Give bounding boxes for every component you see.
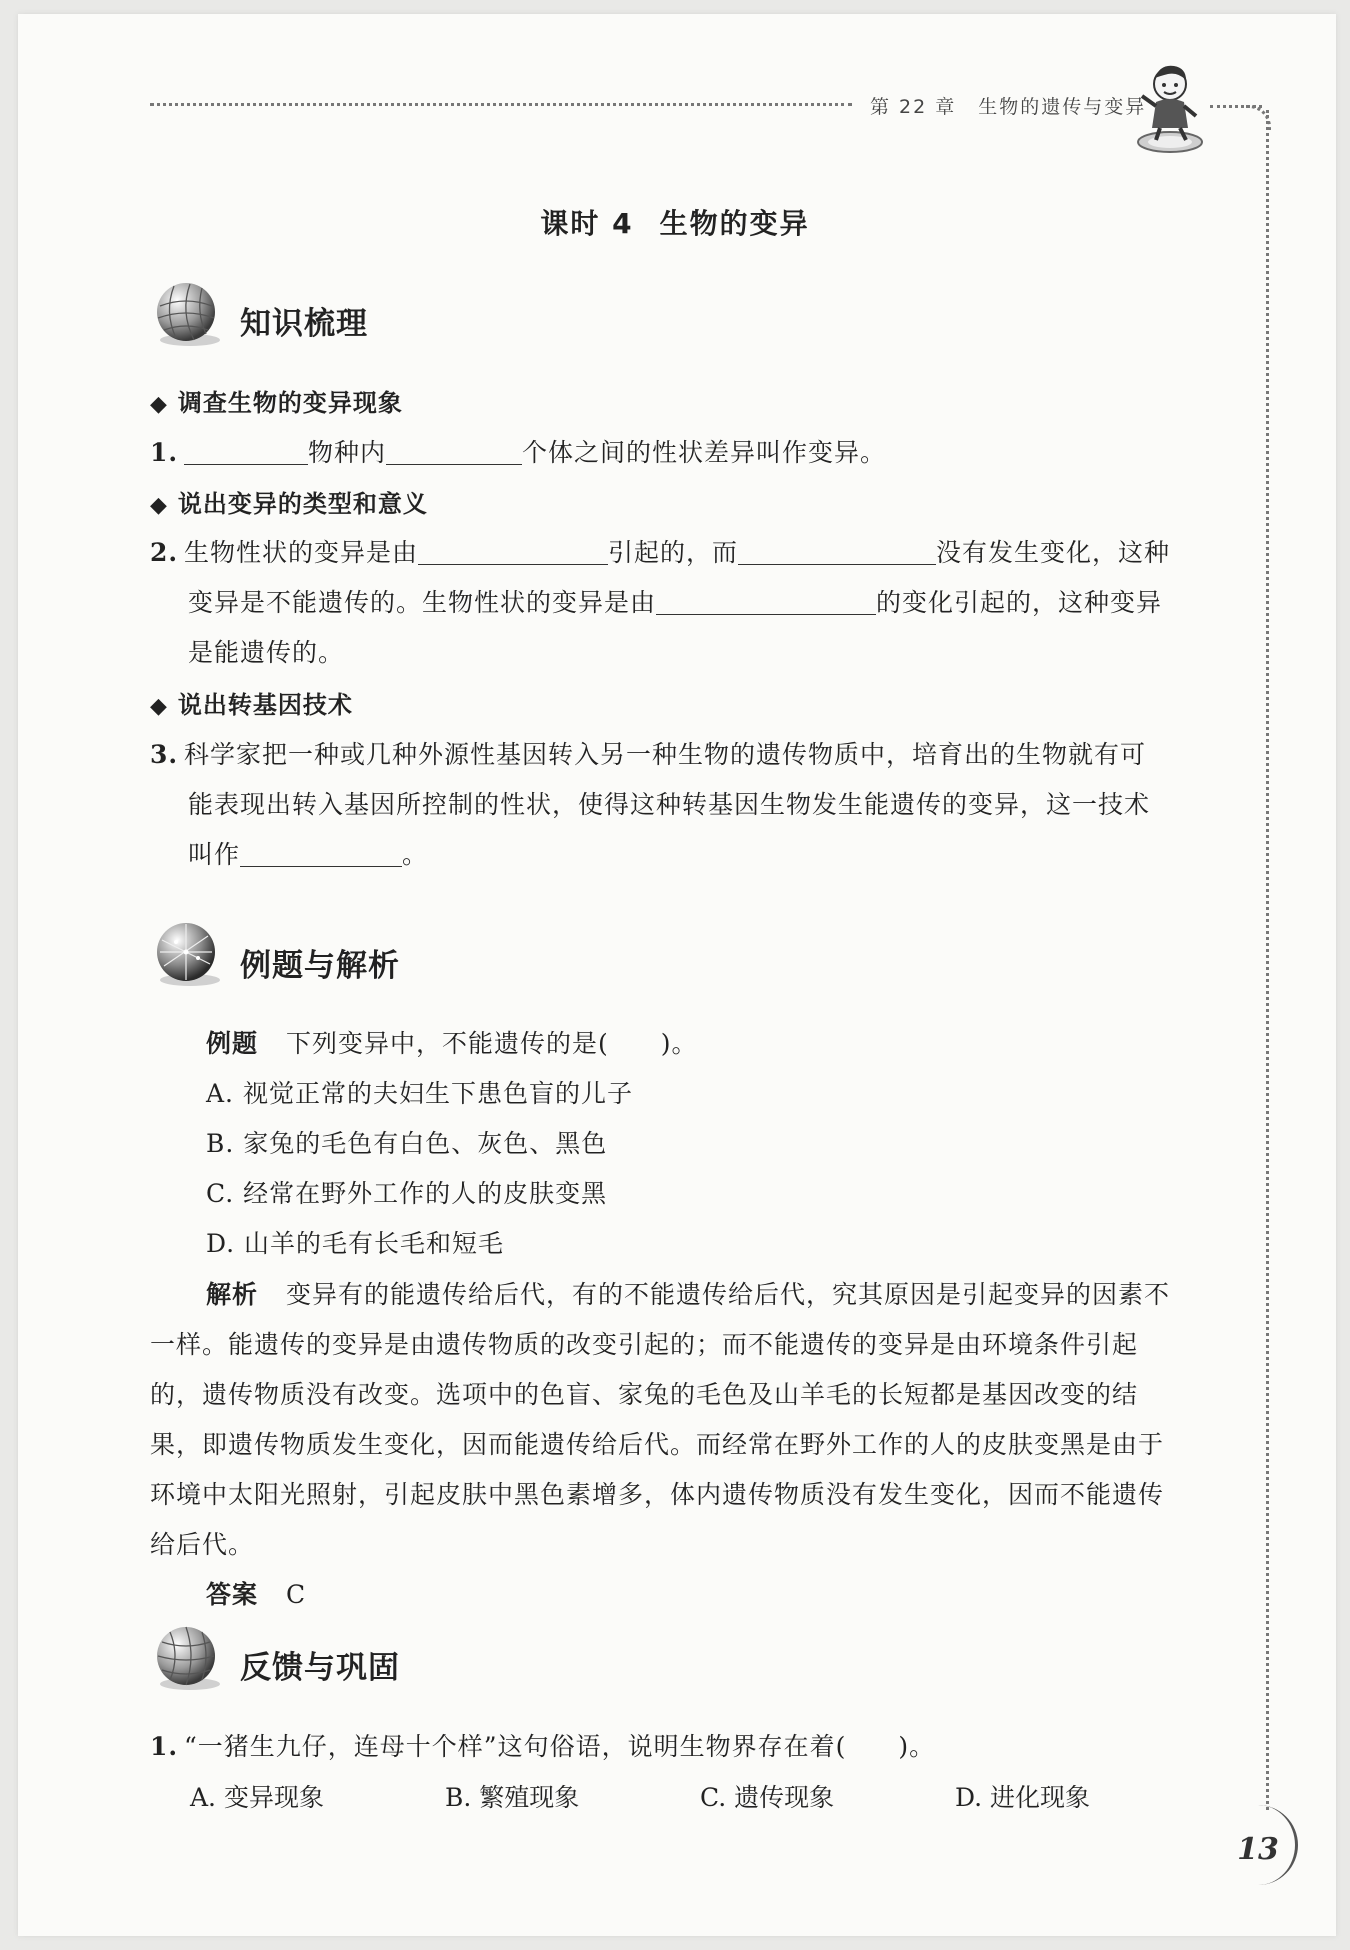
answer-blank[interactable] (240, 836, 402, 867)
analysis-line-5: 环境中太阳光照射，引起皮肤中黑色素增多，体内遗传物质没有发生变化，因而不能遗传 (150, 1480, 1165, 1509)
header-dotted-rule (150, 103, 852, 106)
section-title: 知识梳理 (240, 306, 368, 342)
option-a: A. 变异现象 (190, 1783, 324, 1812)
question-3-line-1: 3. 科学家把一种或几种外源性基因转入另一种生物的遗传物质中，培育出的生物就有可 (150, 740, 1147, 769)
analysis-line-4: 果，即遗传物质发生变化，因而能遗传给后代。而经常在野外工作的人的皮肤变黑是由于 (150, 1430, 1165, 1459)
chapter-number: 第 22 章 (870, 96, 957, 118)
diamond-icon: ◆ (150, 694, 168, 719)
option-b: B. 繁殖现象 (445, 1783, 580, 1812)
globe-icon (150, 1622, 224, 1696)
diamond-icon: ◆ (150, 392, 168, 417)
question-2-line-2: 变异是不能遗传的。生物性状的变异是由 的变化引起的，这种变异 (188, 583, 1162, 623)
feedback-question-1: 1. “一猪生九仔，连母十个样”这句俗语，说明生物界存在着( )。 (150, 1732, 936, 1761)
globe-icon (150, 918, 224, 992)
bullet-heading-3: ◆ 说出转基因技术 (150, 685, 353, 727)
question-2-line-1: 2. 生物性状的变异是由 引起的，而 没有发生变化，这种 (150, 533, 1170, 573)
analysis-line-2: 一样。能遗传的变异是由遗传物质的改变引起的；而不能遗传的变异是由环境条件引起 (150, 1330, 1139, 1359)
page-number: 13 (1237, 1832, 1279, 1867)
lesson-name: 生物的变异 (659, 207, 810, 240)
running-header (870, 92, 1146, 119)
bullet-heading-1: ◆ 调查生物的变异现象 (150, 383, 403, 425)
option-c: C. 遗传现象 (700, 1783, 835, 1812)
analysis-line-3: 的，遗传物质没有改变。选项中的色盲、家兔的毛色及山羊毛的长短都是基因改变的结 (150, 1380, 1139, 1409)
option-d: D. 进化现象 (955, 1783, 1091, 1812)
question-3-line-3: 叫作 。 (188, 835, 428, 875)
section-title: 反馈与巩固 (240, 1650, 400, 1686)
question-3-line-2: 能表现出转入基因所控制的性状，使得这种转基因生物发生能遗传的变异，这一技术 (188, 790, 1151, 819)
answer-blank[interactable] (656, 584, 876, 615)
globe-icon (150, 278, 224, 352)
analysis-line-1: 解析 变异有的能遗传给后代，有的不能遗传给后代，究其原因是引起变异的因素不 (206, 1280, 1171, 1309)
feedback-options (190, 1778, 1190, 1818)
right-dotted-border (1266, 110, 1269, 1810)
option-a: A. 视觉正常的夫妇生下患色盲的儿子 (206, 1079, 633, 1108)
answer-blank[interactable] (418, 534, 608, 565)
answer-blank[interactable] (738, 534, 936, 565)
question-1: 1. 物种内 个体之间的性状差异叫作变异。 (150, 433, 886, 473)
example-question: 例题 下列变异中，不能遗传的是( )。 (206, 1029, 698, 1058)
option-c: C. 经常在野外工作的人的皮肤变黑 (206, 1179, 608, 1208)
answer-value: C (286, 1580, 307, 1609)
answer-blank[interactable] (184, 434, 308, 465)
bullet-heading-2: ◆ 说出变异的类型和意义 (150, 484, 428, 526)
mascot-icon (1130, 58, 1210, 154)
chapter-title: 生物的遗传与变异 (978, 96, 1147, 118)
option-b: B. 家兔的毛色有白色、灰色、黑色 (206, 1129, 608, 1158)
lesson-title (0, 202, 1350, 242)
diamond-icon: ◆ (150, 493, 168, 518)
question-2-line-3: 是能遗传的。 (188, 638, 345, 667)
option-d: D. 山羊的毛有长毛和短毛 (206, 1229, 505, 1258)
section-title: 例题与解析 (240, 948, 400, 984)
answer-line: 答案 C (206, 1580, 307, 1609)
lesson-number: 课时 4 (540, 207, 634, 240)
analysis-line-6: 给后代。 (150, 1530, 255, 1559)
answer-blank[interactable] (386, 434, 522, 465)
